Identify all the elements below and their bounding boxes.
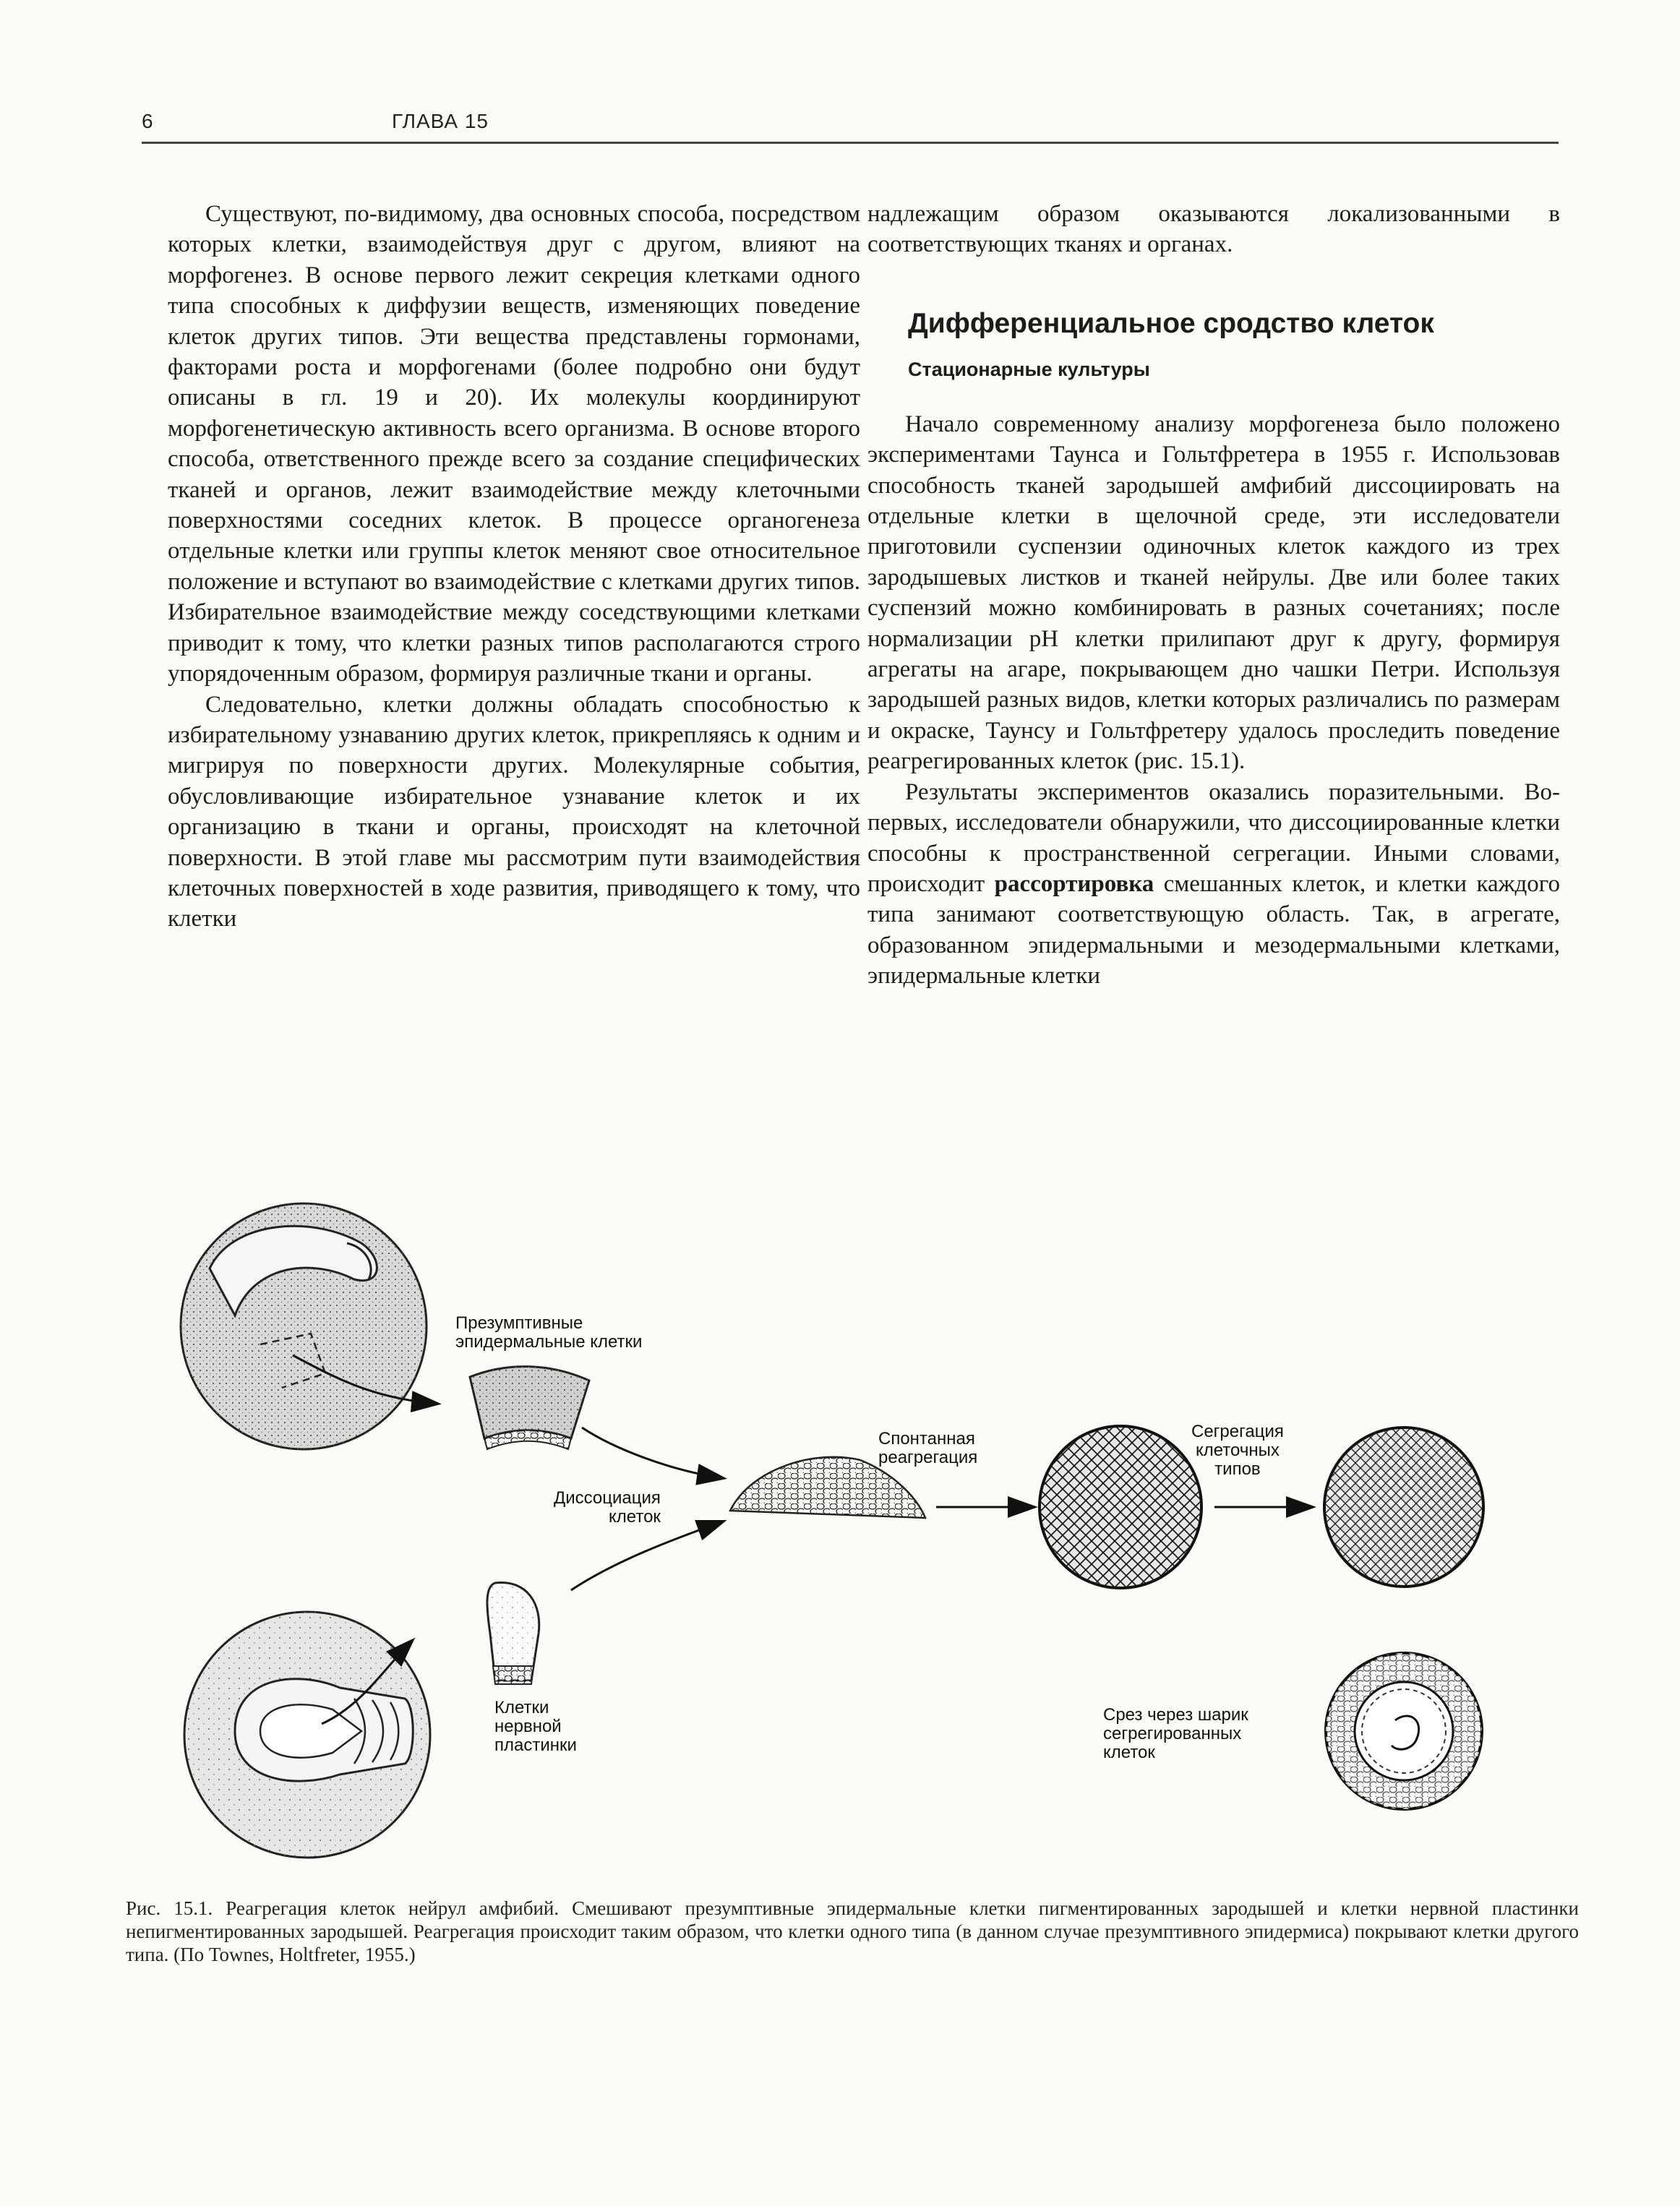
pigmented-embryo-drawing [181, 1203, 427, 1449]
bold-term: рассортировка [994, 870, 1154, 897]
label-epidermal-cells: Презумптивные эпидермальные клетки [455, 1313, 643, 1352]
neural-plate-piece [487, 1583, 539, 1684]
right-column [867, 199, 1560, 992]
body-paragraph: Существуют, по-видимому, два основных способа, посредством которых клетки, взаимодействуя друг с другом, влияют на морфогенез. В основе первого лежит секреция клетками одного типа способных к диффузии веществ, изменяющих поведение клеток других типов. Эти вещества представлены гормонами, факторами роста и морфогенами (более подробно они будут описаны в гл. 19 и 20). Их молекулы координируют морфогенетическую активность всего организма. В основе второго способа, ответственного прежде всего за создание специфических тканей и органов, лежит взаимодействие между клеточными поверхностями соседних клеток. В процессе органогенеза отдельные клетки или группы клеток меняют свое относительное положение и вступают во взаимодействие с клетками других типов. Избирательное взаимодействие между соседствующими клетками приводит к тому, что клетки разных типов располагаются строго упорядоченным образом, формируя различные ткани и органы. [168, 201, 860, 687]
body-paragraph: Результаты экспериментов оказались поразительными. Во-первых, исследователи обнаружили, что диссоциированные клетки способны к пространственной сегрегации. Иными словами, происходит рассортировка смешанных клеток, и клетки каждого типа занимают соответствующую область. Так, в агрегате, образованном эпидермальными и мезодермальными клетками, эпидермальные клетки [867, 778, 1560, 990]
cross-section-drawing [1326, 1653, 1482, 1809]
header-rule [142, 142, 1559, 144]
epidermal-tissue-piece [470, 1367, 589, 1449]
nonpigmented-embryo-drawing [184, 1612, 430, 1858]
body-paragraph: Следовательно, клетки должны обладать способностью к избирательному узнаванию других клеток, прикрепляясь к одним и мигрируя по поверхности других. Молекулярные события, обусловливающие избирательное узнавание клеток и их организацию в ткани и органы, происходят на клеточной поверхности. В этой главе мы рассмотрим пути взаимодействия клеточных поверхностей в ходе развития, приводящего к тому, что клетки [168, 691, 860, 932]
section-title: Дифференциальное сродство клеток [908, 307, 1434, 339]
arrow-dissociation-top [582, 1428, 723, 1478]
page-number: 6 [142, 110, 153, 132]
body-paragraph: Начало современному анализу морфогенеза было положено экспериментами Таунса и Гольтфретера в 1955 г. Использовав способность тканей зародышей амфибий диссоциировать на отдельные клетки в щелочной среде, эти исследователи приготовили суспензии одиночных клеток каждого из трех зародышевых листков и тканей нейрулы. Две или более таких суспензий можно комбинировать в разных сочетаниях; после нормализации pH клетки прилипают друг к другу, формируя агрегаты на агаре, покрывающем дно чашки Петри. Используя зародышей разных видов, клетки которых различались по размерам и окраске, Таунсу и Гольтфретеру удалось проследить поведение реагрегированных клеток (рис. 15.1). [867, 411, 1560, 775]
label-segregation: Сегрегация клеточных типов [1191, 1422, 1284, 1479]
figure-illustration [166, 1200, 1576, 1894]
reaggregated-sphere [1040, 1426, 1201, 1588]
label-spontaneous-reaggregation: Спонтанная реагрегация [878, 1429, 978, 1467]
figure-caption: Рис. 15.1. Реагрегация клеток нейрул амфибий. Смешивают презумптивные эпидермальные клетки пигментированных зародышей и клетки нервной пластинки непигментированных зародышей. Реагрегация происходит таким образом, что клетки одного типа (в данном случае презумптивного эпидермиса) покрывают клетки другого типа. (По Townes, Holtfreter, 1955.) [126, 1897, 1579, 1965]
subsection-title: Стационарные культуры [908, 358, 1150, 380]
arrow-dissociation-bottom [571, 1522, 723, 1590]
page-header [142, 110, 1559, 139]
chapter-title: ГЛАВА 15 [392, 110, 489, 132]
left-column [168, 199, 860, 935]
label-neural-plate: Клетки нервной пластинки [494, 1698, 577, 1755]
body-paragraph-continuation: надлежащим образом оказываются локализованными в соответствующих тканях и органах. [867, 201, 1560, 258]
label-cross-section: Срез через шарик сегрегированных клеток [1103, 1705, 1248, 1762]
figure-15-1 [166, 1200, 1576, 1894]
label-dissociation: Диссоциация клеток [554, 1488, 661, 1527]
segregated-sphere [1324, 1428, 1483, 1587]
